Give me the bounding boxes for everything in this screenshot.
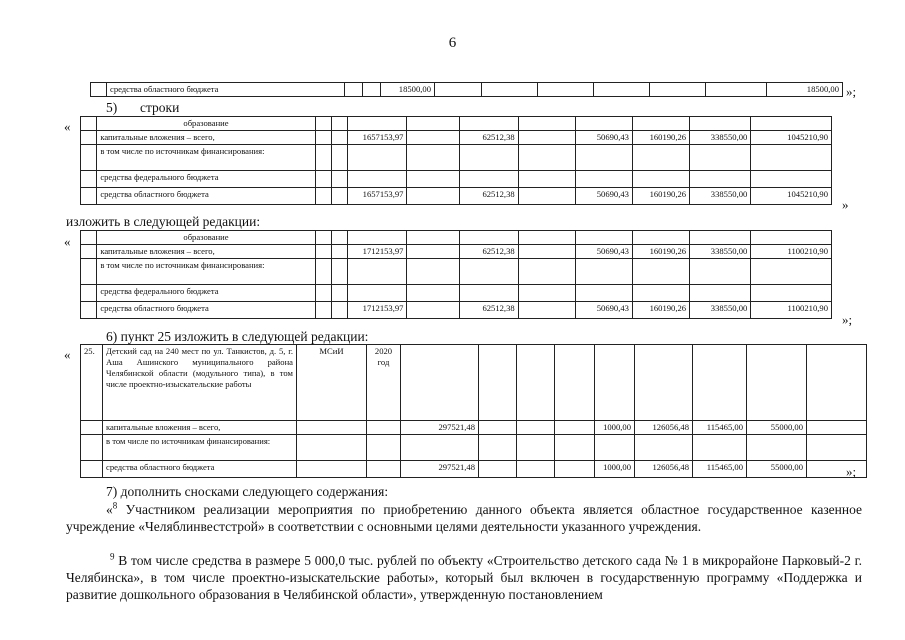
- row-label: капитальные вложения – всего,: [97, 245, 315, 259]
- cell-total: 18500,00: [381, 83, 435, 97]
- section-5-heading: строки: [140, 100, 180, 115]
- row-label: в том числе по источникам финансирования:: [97, 259, 315, 285]
- item-25-table: [80, 344, 867, 478]
- footnote-mark: 9: [110, 552, 115, 562]
- cell-value: 338550,00: [690, 131, 751, 145]
- cell-value: 1045210,90: [751, 188, 832, 205]
- row-label: средства областного бюджета: [97, 302, 315, 319]
- cell-value: 1000,00: [595, 421, 635, 435]
- cell-value: 160190,26: [632, 131, 689, 145]
- item-year: 2020 год: [367, 345, 401, 421]
- cell-value: 126056,48: [635, 461, 693, 478]
- cell-value: 160190,26: [632, 188, 689, 205]
- item-organization: МСиИ: [297, 345, 367, 421]
- cell-value: 160190,26: [632, 245, 689, 259]
- item-description: Детский сад на 240 мест по ул. Танкистов, д. 5, г. Аша Ашинского муниципального района Челябинской области (модульного типа), в том числе проектно-изыскательские работы: [103, 345, 297, 421]
- table-row: [81, 421, 867, 435]
- footnote-mark: 8: [112, 500, 118, 511]
- table-row: [81, 231, 832, 245]
- cell-value: 1100210,90: [751, 245, 832, 259]
- row-label: средства областного бюджета: [97, 188, 315, 205]
- header-label: образование: [97, 231, 315, 245]
- row-label: в том числе по источникам финансирования:: [97, 145, 315, 171]
- budget-table-new: [80, 230, 832, 319]
- header-label: образование: [97, 117, 315, 131]
- budget-table-old: [80, 116, 832, 205]
- table-row: [81, 131, 832, 145]
- table-row: [81, 117, 832, 131]
- table-row: [81, 461, 867, 478]
- footnote-8: [66, 501, 862, 535]
- page-number: 6: [448, 35, 457, 51]
- cell-value: 160190,26: [632, 302, 689, 319]
- budget-table-continuation: [90, 82, 843, 97]
- cell-total: 1657153,97: [348, 188, 407, 205]
- row-label: средства федерального бюджета: [97, 171, 315, 188]
- cell-value: 338550,00: [690, 302, 751, 319]
- cell-total: 1712153,97: [348, 302, 407, 319]
- footnote-text: Участником реализации мероприятия по приобретению данного объекта является областное государственное казенное учреждение «Челяблинвестстрой» в соответствии с основными целями деятельности указанного учреждения.: [66, 502, 862, 534]
- section-6-heading: 6) пункт 25 изложить в следующей редакции:: [106, 329, 369, 344]
- row-label: капитальные вложения – всего,: [97, 131, 315, 145]
- opening-quote: «: [106, 502, 113, 517]
- opening-quote: «: [64, 234, 71, 249]
- cell-total: 297521,48: [401, 421, 479, 435]
- cell-value: 338550,00: [690, 245, 751, 259]
- table-row: [81, 171, 832, 188]
- replace-phrase: изложить в следующей редакции:: [66, 214, 261, 229]
- cell-value: 62512,38: [459, 302, 518, 319]
- table-row: [81, 285, 832, 302]
- item-number: 25.: [81, 345, 103, 421]
- section-7-heading: 7) дополнить сносками следующего содержания:: [106, 484, 389, 499]
- cell-total: 1712153,97: [348, 245, 407, 259]
- cell-value: 50690,43: [575, 188, 632, 205]
- cell-value: 62512,38: [459, 131, 518, 145]
- cell-value: 55000,00: [747, 461, 807, 478]
- table-row: [81, 435, 867, 461]
- cell-value: 50690,43: [575, 245, 632, 259]
- cell-value: 55000,00: [747, 421, 807, 435]
- section-5-marker: 5): [106, 100, 118, 115]
- cell-value: 62512,38: [459, 245, 518, 259]
- row-label: средства областного бюджета: [103, 461, 297, 478]
- cell-value: 115465,00: [693, 461, 747, 478]
- row-label: капитальные вложения – всего,: [103, 421, 297, 435]
- cell-total: 297521,48: [401, 461, 479, 478]
- opening-quote: «: [64, 119, 71, 134]
- cell-value: 1000,00: [595, 461, 635, 478]
- table-row: [91, 83, 843, 97]
- table-row: [81, 188, 832, 205]
- opening-quote: «: [64, 347, 71, 362]
- table-row: [81, 302, 832, 319]
- cell-value: 1045210,90: [751, 131, 832, 145]
- table-row: [81, 245, 832, 259]
- cell-value: 62512,38: [459, 188, 518, 205]
- cell-last: 18500,00: [767, 83, 843, 97]
- table-row: [81, 145, 832, 171]
- cell-value: 126056,48: [635, 421, 693, 435]
- closing-quote: »;: [842, 312, 853, 327]
- row-label: в том числе по источникам финансирования:: [103, 435, 297, 461]
- closing-quote: »;: [846, 464, 857, 479]
- cell-value: 115465,00: [693, 421, 747, 435]
- table-row: [81, 259, 832, 285]
- cell-value: 50690,43: [575, 302, 632, 319]
- cell-value: 338550,00: [690, 188, 751, 205]
- cell-value: 50690,43: [575, 131, 632, 145]
- footnote-9: [66, 552, 862, 638]
- cell-total: 1657153,97: [348, 131, 407, 145]
- table-row: [81, 345, 867, 421]
- cell-value: 1100210,90: [751, 302, 832, 319]
- row-label: средства федерального бюджета: [97, 285, 315, 302]
- row-label: средства областного бюджета: [107, 83, 345, 97]
- closing-quote: »: [842, 197, 849, 212]
- closing-quote: »;: [846, 84, 857, 99]
- footnote-text: В том числе средства в размере 5 000,0 тыс. рублей по объекту «Строительство детского сада № 1 в микрорайоне Парковый-2 г. Челябинска», в том числе проектно-изыскательские работы», который был включен в государственную программу «Поддержка и развитие дошкольного образования в Челябинской области», утвержденную постановлением: [66, 553, 862, 602]
